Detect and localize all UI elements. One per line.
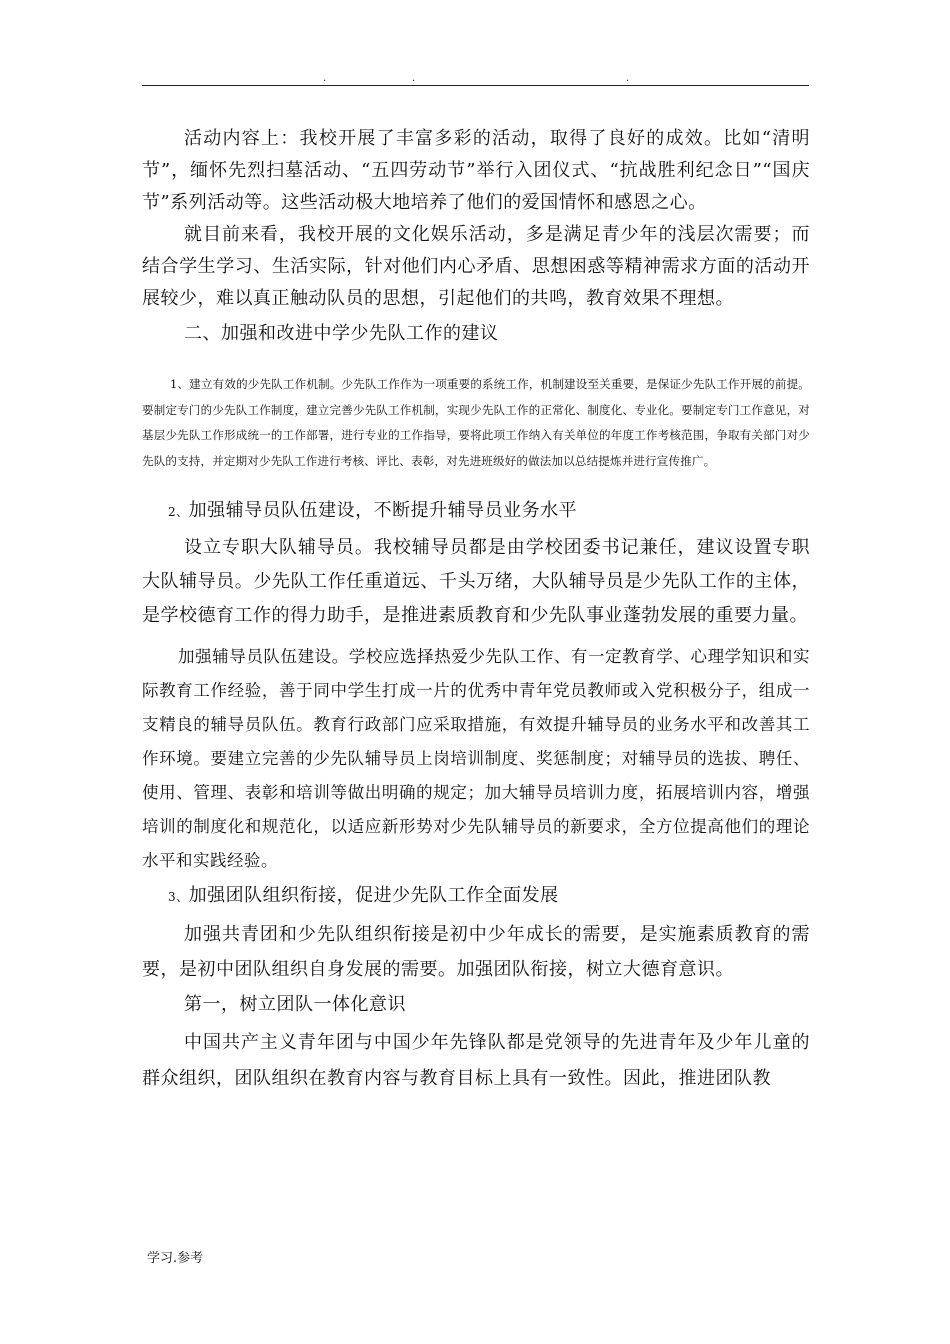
subheading-title: 加强团队组织衔接，促进少先队工作全面发展: [188, 885, 559, 906]
paragraph-league-pioneer-link: 加强共青团和少先队组织衔接是初中少年成长的需要，是实施素质教育的需要，是初中团队组织自身发展的需要。加强团队衔接，树立大德育意识。: [142, 924, 810, 980]
header-dot: .: [626, 73, 630, 84]
paragraph-current-situation: 就目前来看，我校开展的文化娱乐活动，多是满足青少年的浅层次需要；而结合学生学习、生活实际，针对他们内心矛盾、思想困惑等精神需求方面的活动开展较少，难以真正触动队员的思想，引起他们的共鸣，教育效果不理想。: [142, 224, 810, 309]
header-dot: .: [412, 73, 416, 84]
subheading-number: 2、: [168, 505, 189, 519]
subheading-counselor-team: [142, 495, 810, 528]
paragraph-integration: 中国共产主义青年团与中国少年先锋队都是党领导的先进青年及少年儿童的群众组织，团队组织在教育内容与教育目标上具有一致性。因此，推进团队教: [142, 1032, 810, 1089]
page-footer: 学习.参考: [147, 1251, 204, 1266]
header-rule: [142, 85, 809, 86]
subheading-title: 加强辅导员队伍建设，不断提升辅导员业务水平: [188, 500, 578, 521]
subheading-number: 3、: [168, 890, 189, 904]
header-dot: .: [323, 73, 327, 84]
paragraph-mechanism: 1、建立有效的少先队工作机制。少先队工作作为一项重要的系统工作，机制建设至关重要，是保证少先队工作开展的前提。要制定专门的少先队工作制度，建立完善少先队工作机制，实现少先队工作的正常化、制度化、专业化。要制定专门工作意见，对基层少先队工作形成统一的工作部署，进行专业的工作指导，要将此项工作纳入有关单位的年度工作考核范围，争取有关部门对少先队的支持，并定期对少先队工作进行考核、评比、表彰，对先进班级好的做法加以总结提炼并进行宣传推广。: [142, 377, 810, 468]
document-body: [142, 120, 810, 1097]
paragraph-first-point: 第一，树立团队一体化意识: [184, 994, 406, 1015]
subheading-organization-link: [142, 880, 810, 913]
paragraph-counselor-team: 加强辅导员队伍建设。学校应选择热爱少先队工作、有一定教育学、心理学知识和实际教育工作经验，善于同中学生打成一片的优秀中青年党员教师或入党积极分子，组成一支精良的辅导员队伍。教育行政部门应采取措施，有效提升辅导员的业务水平和改善其工作环境。要建立完善的少先队辅导员上岗培训制度、奖惩制度；对辅导员的选拔、聘任、使用、管理、表彰和培训等做出明确的规定；加大辅导员培训力度，拓展培训内容，增强培训的制度化和规范化，以适应新形势对少先队辅导员的新要求，全方位提高他们的理论水平和实践经验。: [142, 647, 810, 870]
paragraph-full-time-counselor: 设立专职大队辅导员。我校辅导员都是由学校团委书记兼任，建议设置专职大队辅导员。少先队工作任重道远、千头万绪，大队辅导员是少先队工作的主体，是学校德育工作的得力助手，是推进素质教育和少先队事业蓬勃发展的重要力量。: [142, 537, 810, 626]
section-heading-suggestions: 二、加强和改进中学少先队工作的建议: [184, 323, 499, 344]
paragraph-activities: 活动内容上：我校开展了丰富多彩的活动，取得了良好的成效。比如“清明节”，缅怀先烈扫墓活动、“五四劳动节”举行入团仪式、“抗战胜利纪念日”“国庆节”系列活动等。这些活动极大地培养了他们的爱国情怀和感恩之心。: [142, 128, 810, 213]
